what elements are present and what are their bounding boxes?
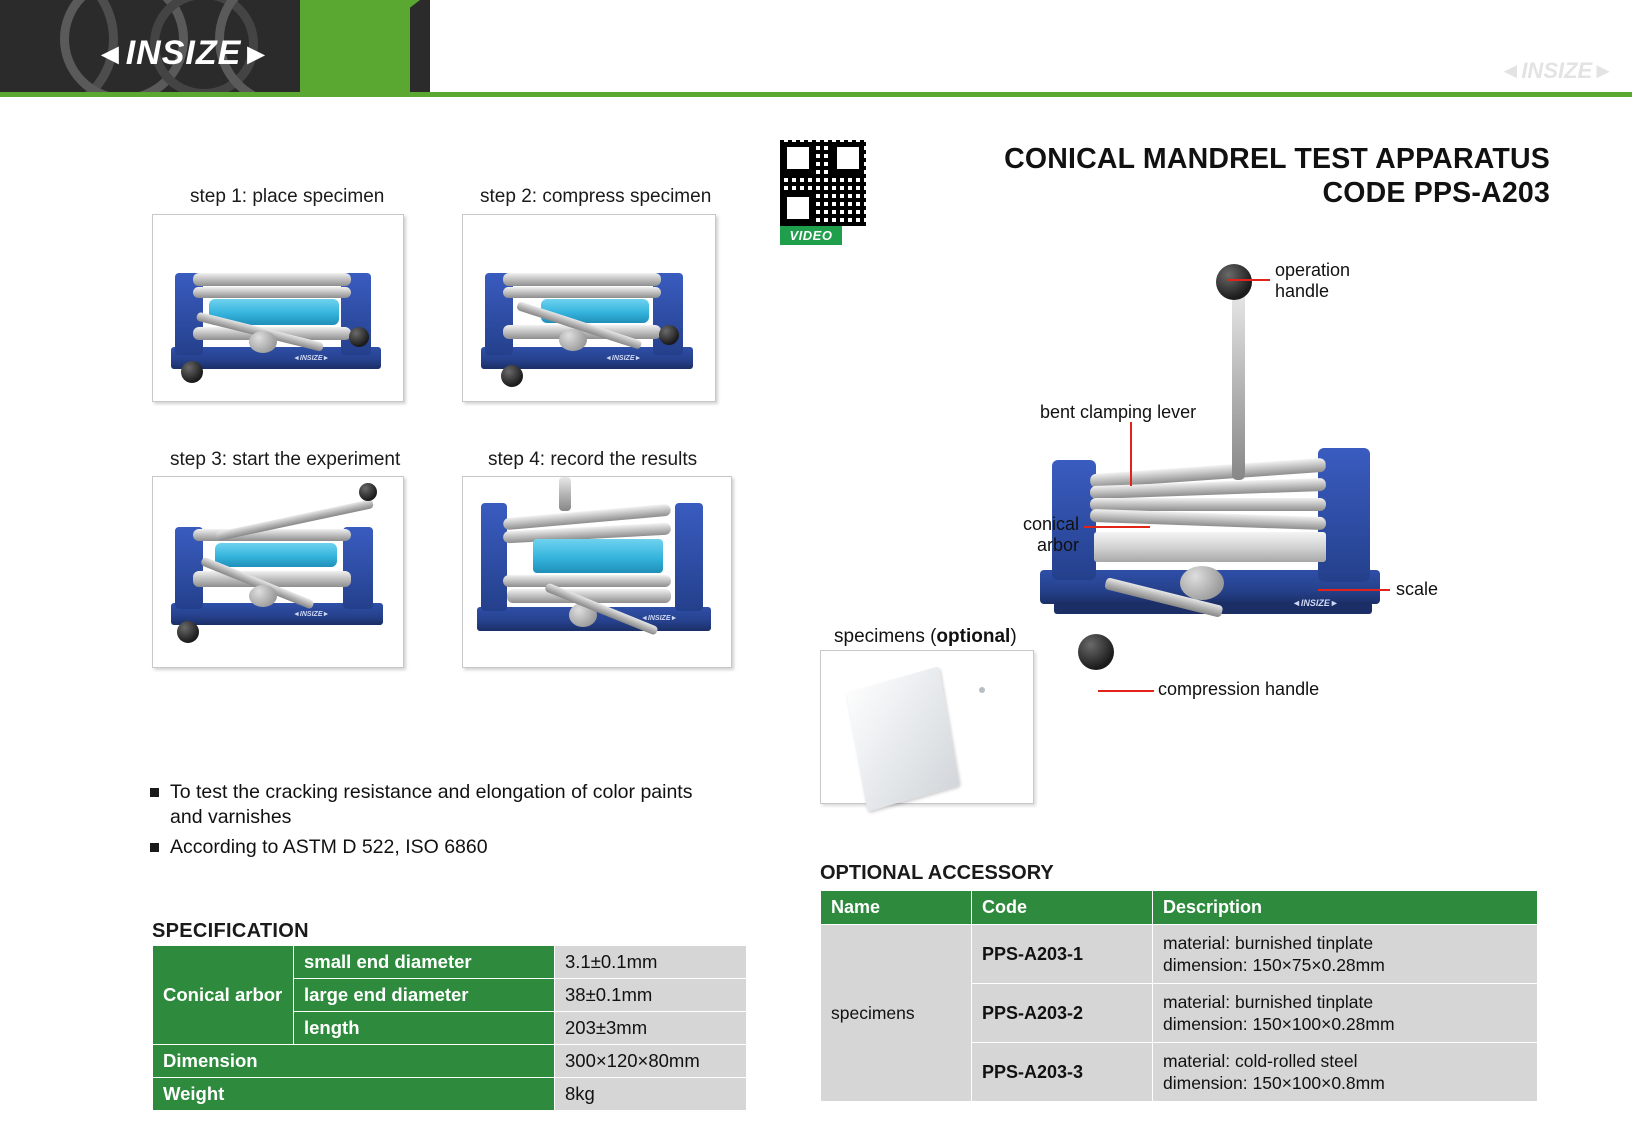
handle-knob [177, 621, 199, 643]
watermark-logo-text: INSIZE [1521, 58, 1593, 83]
table-row [153, 946, 747, 979]
specimens-caption-suffix: ) [1010, 626, 1017, 647]
machine-logo: ◄INSIZE► [293, 355, 330, 362]
watermark-logo: ◄INSIZE► [1499, 58, 1614, 83]
qr-pattern [780, 140, 866, 226]
square-bullet-icon [150, 843, 159, 852]
machine-logo: ◄INSIZE► [641, 615, 678, 622]
step-1-photo [152, 214, 404, 402]
logo-left-arrow-icon: ◄ [95, 38, 126, 71]
label-operation-handle-line1: operation [1275, 260, 1351, 280]
conical-arbor [533, 539, 663, 573]
cell-description-2 [1153, 984, 1538, 1043]
table-row [153, 1078, 747, 1111]
step-3-photo [152, 476, 404, 668]
leader-line-operation-handle [1228, 279, 1270, 281]
cell-description-1 [1153, 925, 1538, 984]
table-row [821, 925, 1538, 984]
step-4-image [463, 477, 731, 667]
description-material-2: material: burnished tinplate [1163, 992, 1374, 1012]
handle-knob [659, 325, 679, 345]
operation-handle-bar [559, 477, 571, 511]
logo-text: INSIZE [125, 34, 242, 72]
label-conical-arbor-line2: arbor [1036, 535, 1079, 555]
label-operation-handle-line2: handle [1275, 281, 1330, 301]
feature-text: To test the cracking resistance and elongation of color paints and varnishes [170, 781, 693, 828]
cell-code-1: PPS-A203-1 [972, 925, 1153, 984]
insize-logo [95, 34, 272, 73]
description-dimension-2: dimension: 150×100×0.28mm [1163, 1014, 1395, 1034]
description-material-1: material: burnished tinplate [1163, 933, 1374, 953]
header-green-rule [0, 92, 1632, 97]
description-dimension-1: dimension: 150×75×0.28mm [1163, 955, 1385, 975]
spec-value-small-end: 3.1±0.1mm [555, 946, 747, 979]
roller [193, 273, 351, 286]
machine-logo: ◄INSIZE► [1292, 598, 1339, 608]
label-bent-clamping-lever: bent clamping lever [1040, 402, 1197, 422]
handle-knob [501, 365, 523, 387]
feature-item [150, 835, 710, 860]
apparatus-illustration [1030, 250, 1450, 710]
spec-label-large-end: large end diameter [294, 979, 555, 1012]
cell-code-2: PPS-A203-2 [972, 984, 1153, 1043]
spec-value-large-end: 38±0.1mm [555, 979, 747, 1012]
step-4-photo [462, 476, 732, 668]
title-line-1: CONICAL MANDREL TEST APPARATUS [1004, 143, 1550, 175]
label-operation-handle [1275, 260, 1350, 302]
step-2-image [463, 215, 715, 401]
header-description: Description [1153, 891, 1538, 925]
handle-knob [349, 327, 369, 347]
header-green-wedge [300, 0, 420, 92]
spec-label-length: length [294, 1012, 555, 1045]
spec-value-weight: 8kg [555, 1078, 747, 1111]
leader-line-compression-handle [1098, 690, 1154, 692]
handle-knob [181, 361, 203, 383]
spec-label-small-end: small end diameter [294, 946, 555, 979]
label-conical-arbor [993, 514, 1079, 556]
machine-right-frame [675, 503, 703, 611]
spec-value-dimension: 300×120×80mm [555, 1045, 747, 1078]
page-title [860, 142, 1550, 210]
specification-title: SPECIFICATION [152, 920, 309, 942]
qr-code-icon[interactable] [780, 140, 866, 226]
step-2-caption: step 2: compress specimen [480, 186, 712, 207]
step-4-caption: step 4: record the results [488, 449, 698, 470]
scale-block [1094, 532, 1326, 562]
optional-accessory-title: OPTIONAL ACCESSORY [820, 862, 1054, 884]
qr-eye-icon [782, 192, 814, 224]
spec-value-length: 203±3mm [555, 1012, 747, 1045]
specimens-caption-bold: optional [936, 626, 1011, 647]
specification-table [152, 945, 747, 1111]
feature-list [150, 780, 710, 865]
specimens-caption-prefix: specimens ( [834, 626, 937, 647]
spec-label-dimension: Dimension [153, 1045, 555, 1078]
optional-accessory-table [820, 890, 1538, 1102]
roller [503, 287, 661, 298]
step-1-caption: step 1: place specimen [190, 186, 385, 207]
label-scale: scale [1396, 579, 1439, 599]
video-badge[interactable]: VIDEO [780, 226, 842, 245]
description-material-3: material: cold-rolled steel [1163, 1051, 1358, 1071]
leader-line-scale [1318, 589, 1390, 591]
description-dimension-3: dimension: 150×100×0.8mm [1163, 1073, 1385, 1093]
specimen-hole [979, 687, 985, 693]
roller [193, 287, 351, 298]
operation-handle-knob [1216, 264, 1252, 300]
qr-eye-icon [782, 142, 814, 174]
roller [1090, 498, 1326, 511]
specimen-plate [846, 666, 959, 811]
table-row [153, 1045, 747, 1078]
cell-name-specimens: specimens [821, 925, 972, 1102]
step-2-photo [462, 214, 716, 402]
header-name: Name [821, 891, 972, 925]
center-puck [249, 585, 277, 607]
machine-left-frame [481, 503, 507, 611]
machine-right-frame [1318, 448, 1370, 582]
operation-handle-bar [1232, 290, 1245, 480]
step-3-image [153, 477, 403, 667]
label-compression-handle: compression handle [1158, 679, 1320, 699]
machine-logo: ◄INSIZE► [293, 611, 330, 618]
step-3-caption: step 3: start the experiment [170, 449, 401, 470]
logo-right-arrow-icon: ► [241, 38, 272, 71]
leader-line-conical-arbor [1084, 526, 1150, 528]
feature-item [150, 780, 710, 830]
specimens-caption [834, 626, 1017, 648]
roller [503, 273, 661, 286]
center-puck [559, 329, 587, 351]
leader-line-bent-clamping-lever [1130, 422, 1132, 486]
handle-knob [359, 483, 377, 501]
spec-label-weight: Weight [153, 1078, 555, 1111]
roller [503, 575, 671, 587]
title-line-2: CODE PPS-A203 [1322, 177, 1550, 209]
center-puck [249, 331, 277, 353]
specimen-photo [820, 650, 1034, 804]
spec-group-conical-arbor: Conical arbor [153, 946, 294, 1045]
center-puck [1180, 566, 1224, 600]
step-1-image [153, 215, 403, 401]
label-conical-arbor-line1: conical [1022, 514, 1079, 534]
cell-code-3: PPS-A203-3 [972, 1043, 1153, 1102]
table-header-row [821, 891, 1538, 925]
square-bullet-icon [150, 788, 159, 797]
cell-description-3 [1153, 1043, 1538, 1102]
compression-handle-knob [1078, 634, 1114, 670]
page-header [0, 0, 1632, 100]
machine-logo: ◄INSIZE► [605, 355, 642, 362]
header-code: Code [972, 891, 1153, 925]
feature-text: According to ASTM D 522, ISO 6860 [170, 836, 488, 858]
conical-arbor [215, 543, 337, 567]
